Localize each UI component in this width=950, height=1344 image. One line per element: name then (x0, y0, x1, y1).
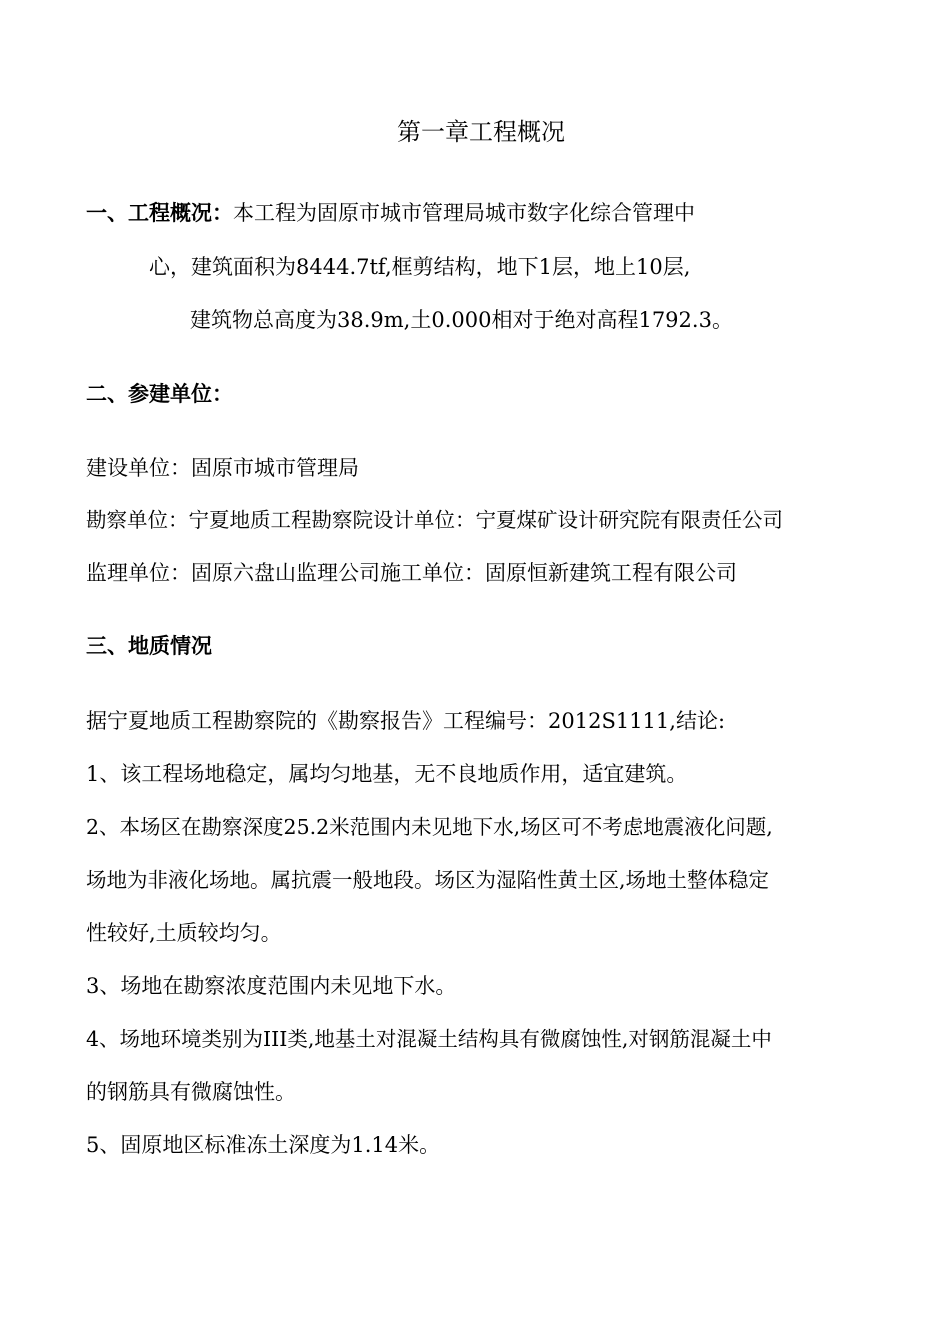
section3-item2-line1: 2、本场区在勘察深度25.2米范围内未见地下水,场区可不考虑地震液化问题, (86, 815, 773, 839)
section1-text-1: 本工程为固原市城市管理局城市数字化综合管理中 (233, 201, 695, 225)
section3-intro: 据宁夏地质工程勘察院的《勘察报告》工程编号：2012S1111,结论: (86, 709, 726, 733)
section1-line2: 心，建筑面积为8444.7tf,框剪结构，地下1层，地上10层, (149, 255, 691, 279)
section2-heading: 二、参建单位： (86, 382, 233, 406)
section1-line1 (86, 199, 695, 227)
section3-item2-line3: 性较好,土质较均匀。 (86, 921, 282, 945)
section3-item4-line2: 的钢筋具有微腐蚀性。 (86, 1080, 296, 1104)
section2-line3: 监理单位：固原六盘山监理公司施工单位：固原恒新建筑工程有限公司 (86, 561, 737, 585)
section3-item3: 3、场地在勘察浓度范围内未见地下水。 (86, 974, 457, 998)
section2-line1: 建设单位：固原市城市管理局 (86, 456, 359, 480)
section1-line3: 建筑物总高度为38.9m,土0.000相对于绝对高程1792.3。 (190, 308, 733, 332)
section3-item4-line1: 4、场地环境类别为III类,地基土对混凝土结构具有微腐蚀性,对钢筋混凝土中 (86, 1027, 772, 1051)
page-title: 第一章工程概况 (397, 118, 565, 146)
section3-item5: 5、固原地区标准冻土深度为1.14米。 (86, 1133, 441, 1157)
section3-item2-line2: 场地为非液化场地。属抗震一般地段。场区为湿陷性黄土区,场地土整体稳定 (86, 868, 770, 892)
section2-line2: 勘察单位：宁夏地质工程勘察院设计单位：宁夏煤矿设计研究院有限责任公司 (86, 508, 783, 532)
section3-heading: 三、地质情况 (86, 634, 212, 658)
section1-heading: 一、工程概况： (86, 201, 233, 225)
section3-item1: 1、该工程场地稳定，属均匀地基，无不良地质作用，适宜建筑。 (86, 762, 688, 786)
